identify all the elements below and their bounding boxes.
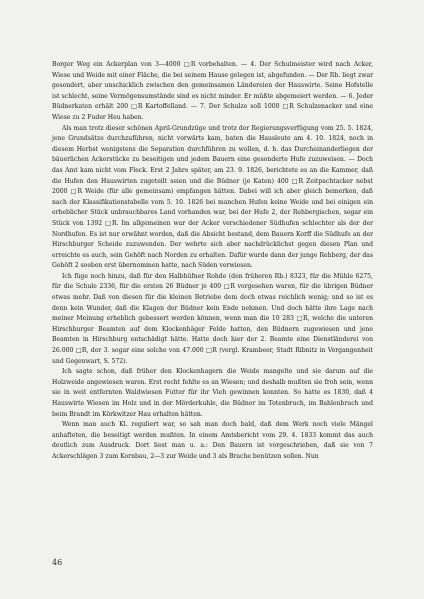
body-text xyxy=(52,60,373,463)
paragraph: Ich sagte schon, daß früher den Klockenhagern die Weide mangelte und sie darum auf die Holzweide angewiesen waren. Erst recht fehlte es an Wiesen; und deshalb mußten sie froh sein, wenn sie in weit entfernten Waldwiesen Futter für ihr Vieh gewinnen konnten. So hatte es 1830, daß 4 Hauswirte Wiesen im Holz und in der Mörderkuhle, die Büdner im Totenbruch, im Bahlenbruch und beim Brandt im Körkwitzer Hau erhalten hätten. xyxy=(52,368,373,418)
page-number: 46 xyxy=(52,558,63,567)
paragraph: Ich füge noch hinzu, daß für den Halbhüfner Rohde (den früheren Rb.) 8323, für die Mühle 6275, für die Schule 2336, für die ersten 26 Büdner je 400 □R vorgesehen waren, für die übrigen Büdner etwas mehr. Daß von diesen für die kleinen Betriebe dem doch etwas reichlich wenig; und so ist es denn kein Wunder, daß die Klagen der Büdner kein Ende nehmen. Und doch hätte ihre Lage nach meiner Meinung erheblich gebessert werden können, wenn man die 10 283 □R, welche die unteren Hirschburger Beamten auf dem Klockenhäger Felde hatten, den Büdnern zugewiesen und jene Beamten in Hirschburg entschädigt hätte. Hatte doch hier der 2. Beamte eine Dienstländerei von 26.000 □R, der 3. sogar eine solche von 47.000 □R (vergl. Krambeer, Stadt Ribnitz in Vergangenheit und Gegenwart, S. 572). xyxy=(52,272,373,365)
paragraph: Als man trotz dieser schönen April-Grundzüge und trotz der Regierungsverfügung vom 25. 5. 1824, jene Grundsätze durchzuführen, nicht vorwärts kam, baten die Hausleute am 4. 10. 1824, noch in diesem Herbst wenigstens die Separation durchführen zu wollen, d. h. das Durcheinanderliegen der bäuerlichen Ackerstücke zu beseitigen und jedem Bauern eine gesonderte Hufe zuzuweisen. — Doch das Amt kam nicht vom Fleck. Erst 2 Jahre später, am 23. 9. 1826, berichtete es an die Kammer, daß die Hufen den Hauswirten zugeteilt seien und die Büdner (je Katen) 400 □R Zeitpachtacker nebst 2000 □R Weide (für alle gemeinsam) empfangen hätten. Dabei will ich aber gleich bemerken, daß nach der Klassifikationstabelle vom 5. 10. 1826 bei manchen Hufen keine Weide und bei einigen ein erheblicher Stück unbrauchbares Land vorhanden war, bei der Hufe 2, der Rehbergischen, sogar ein Stück von 1392 □R. Im allgemeinen war der Acker verschiedener Südhufen schlechter als der der Nordhufen. Es ist nur erwähnt worden, daß die Absicht bestand, dem Bauern Korff die Südhufe an der Hirschburger Scheide zuzuwenden. Der wehrte sich aber nachdrücklichst gegen diesen Plan und erreichte es auch, sein Gehöft nach Norden zu erhalten. Dafür wurde dann der junge Rehberg, der das Gehöft 2 soeben erst übernommen hatte, nach Süden verwiesen. xyxy=(52,124,373,270)
paragraph: Wenn man auch Kl. reguliert war, so sah man doch bald, daß dem Werk noch viele Mängel anhafteten, die beseitigt werden mußten. In einem Amtsbericht vom 29. 4. 1833 kommt das auch deutlich zum Ausdruck. Dort liest man u. a.: Den Bauern ist vorgeschrieben, daß sie von 7 Ackerschlägen 3 zum Kornbau, 2—3 zur Weide und 3 als Brache benützen sollen. Nun xyxy=(52,421,373,460)
paragraph: Borger Weg ein Ackerplan von 3—4000 □R vorbehalten. — 4. Der Schulmeister wird nach Acker, Wiese und Weide mit einer Fläche, die bei seinem Hause gelegen ist, abgefunden. — Der Rb. liegt zwar gesondert, aber unschicklich zwischen den gemeinsamen Ländereien der Hauswirte. Seine Hofstelle ist schlecht, seine Vermögensumstände sind es nicht minder. Er müßte abgemeiert werden. — 6. Jeder Büdnerkaten erhält 200 □R Kartoffelland. — 7. Der Schulze soll 1000 □R Schulzenacker und eine Wiese zu 2 Fuder Heu haben. xyxy=(52,61,373,121)
